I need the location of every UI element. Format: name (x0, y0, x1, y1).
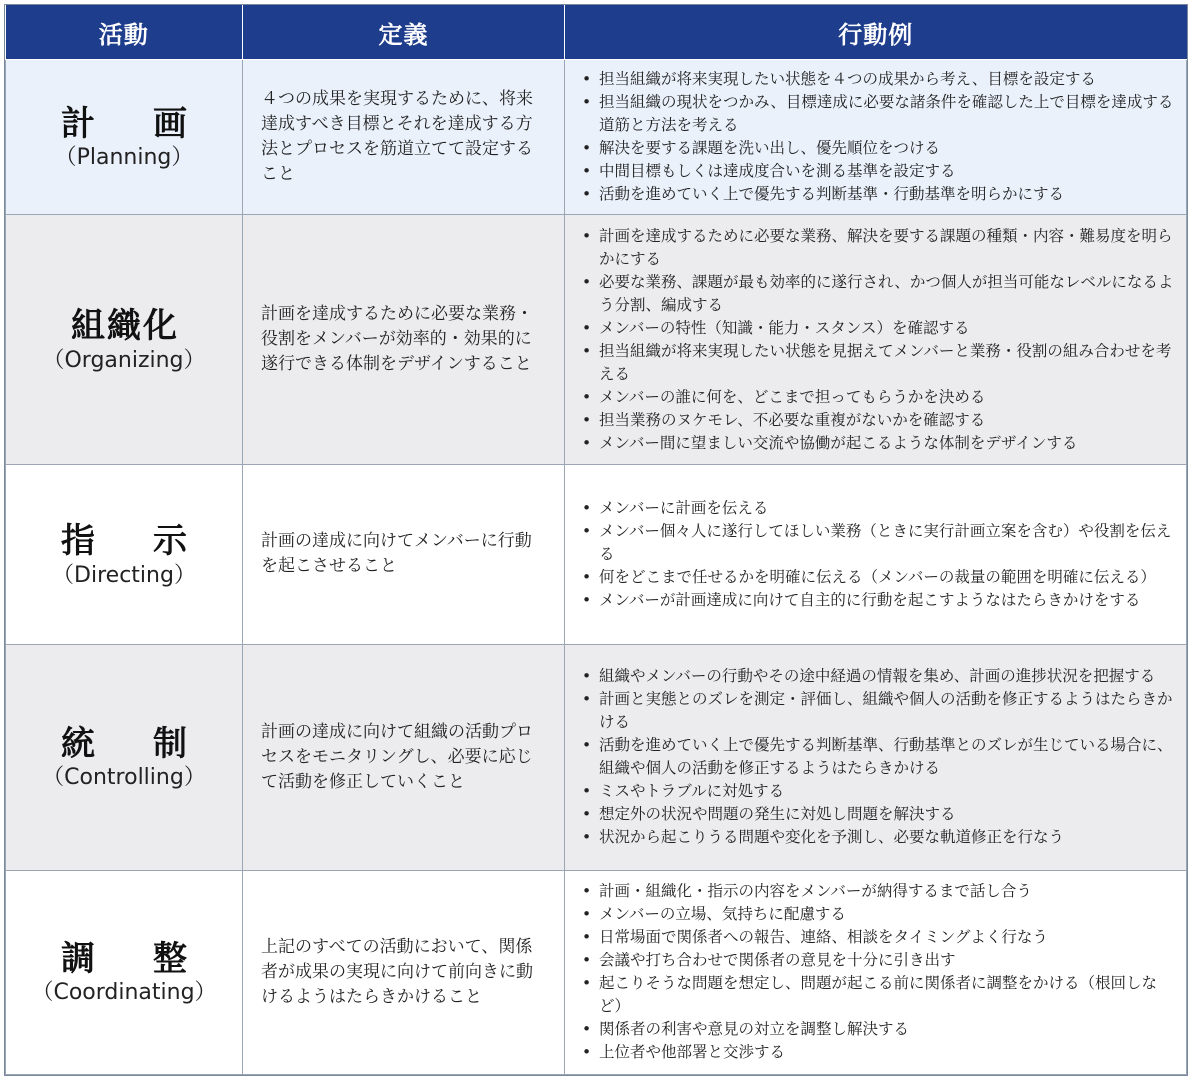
definition-cell: 計画の達成に向けてメンバーに行動を起こさせること (243, 465, 565, 644)
header-row (6, 5, 1187, 60)
activity-name-jp: 指 示 (61, 521, 199, 562)
example-item: • 組織やメンバーの行動やその途中経過の情報を集め、計画の進捗状況を把握する (579, 665, 1174, 688)
activity-name-en: （Coordinating） (31, 980, 217, 1006)
example-item: • 必要な業務、課題が最も効率的に遂行され、かつ個人が担当可能なレベルになるよう分割、編成する (579, 271, 1174, 317)
activity-name-jp: 組織化 (71, 306, 179, 347)
example-item: • 活動を進めていく上で優先する判断基準、行動基準とのズレが生じている場合に、組織や個人の活動を修正するようはたらきかける (579, 734, 1174, 780)
example-item: • 計画と実態とのズレを測定・評価し、組織や個人の活動を修正するようはたらきかける (579, 688, 1174, 734)
examples-list (579, 225, 1174, 455)
example-item: • 担当組織が将来実現したい状態を見据えてメンバーと業務・役割の組み合わせを考える (579, 340, 1174, 386)
activity-name-en: （Organizing） (42, 347, 206, 373)
example-item: • 想定外の状況や問題の発生に対処し問題を解決する (579, 803, 1174, 826)
example-item: • 中間目標もしくは達成度合いを測る基準を設定する (579, 160, 1174, 183)
example-item: • 関係者の利害や意見の対立を調整し解決する (579, 1018, 1174, 1041)
examples-cell (565, 215, 1187, 465)
activity-name-jp: 調 整 (61, 938, 199, 979)
example-item: • 上位者や他部署と交渉する (579, 1041, 1174, 1064)
management-activities-table (5, 5, 1187, 1075)
example-item: • メンバー間に望ましい交流や協働が起こるような体制をデザインする (579, 432, 1174, 455)
example-item: • 起こりそうな問題を想定し、問題が起こる前に関係者に調整をかける（根回しなど） (579, 972, 1174, 1018)
example-item: • メンバーの特性（知識・能力・スタンス）を確認する (579, 317, 1174, 340)
examples-cell (565, 644, 1187, 870)
table-row-coordinating (6, 870, 1187, 1074)
example-item: • 計画・組織化・指示の内容をメンバーが納得するまで話し合う (579, 880, 1174, 903)
examples-list (579, 68, 1174, 206)
example-item: • 日常場面で関係者への報告、連絡、相談をタイミングよく行なう (579, 926, 1174, 949)
example-item: • メンバー個々人に遂行してほしい業務（ときに実行計画立案を含む）や役割を伝える (579, 520, 1174, 566)
examples-cell (565, 465, 1187, 644)
examples-list (579, 880, 1174, 1064)
activity-name-en: （Controlling） (42, 765, 206, 791)
activity-name-jp: 統 制 (61, 723, 199, 764)
example-item: • 担当組織の現状をつかみ、目標達成に必要な諸条件を確認した上で目標を達成する道筋と方法を考える (579, 91, 1174, 137)
example-item: • 計画を達成するために必要な業務、解決を要する課題の種類・内容・難易度を明らかにする (579, 225, 1174, 271)
example-item: • 解決を要する課題を洗い出し、優先順位をつける (579, 137, 1174, 160)
definition-cell: ４つの成果を実現するために、将来達成すべき目標とそれを達成する方法とプロセスを筋道立てて設定すること (243, 60, 565, 215)
activity-cell (6, 465, 243, 644)
examples-cell (565, 870, 1187, 1074)
example-item: • メンバーに計画を伝える (579, 497, 1174, 520)
example-item: • 活動を進めていく上で優先する判断基準・行動基準を明らかにする (579, 183, 1174, 206)
examples-list (579, 497, 1174, 612)
activity-cell (6, 215, 243, 465)
header-examples: 行動例 (565, 5, 1187, 60)
table-row-controlling (6, 644, 1187, 870)
definition-cell: 計画を達成するために必要な業務・役割をメンバーが効率的・効果的に遂行できる体制をデザインすること (243, 215, 565, 465)
example-item: • メンバーの立場、気持ちに配慮する (579, 903, 1174, 926)
header-definition: 定義 (243, 5, 565, 60)
examples-list (579, 665, 1174, 849)
activity-cell (6, 644, 243, 870)
header-activity: 活動 (6, 5, 243, 60)
activity-cell (6, 60, 243, 215)
example-item: • ミスやトラブルに対処する (579, 780, 1174, 803)
activity-name-en: （Directing） (52, 562, 196, 588)
example-item: • 担当業務のヌケモレ、不必要な重複がないかを確認する (579, 409, 1174, 432)
activity-name-jp: 計 画 (61, 103, 199, 144)
example-item: • メンバーが計画達成に向けて自主的に行動を起こすようなはたらきかけをする (579, 589, 1174, 612)
example-item: • 担当組織が将来実現したい状態を４つの成果から考え、目標を設定する (579, 68, 1174, 91)
example-item: • 状況から起こりうる問題や変化を予測し、必要な軌道修正を行なう (579, 826, 1174, 849)
example-item: • メンバーの誰に何を、どこまで担ってもらうかを決める (579, 386, 1174, 409)
management-activities-table-frame (4, 4, 1188, 1076)
activity-cell (6, 870, 243, 1074)
activity-name-en: （Planning） (54, 145, 194, 171)
table-row-directing (6, 465, 1187, 644)
examples-cell (565, 60, 1187, 215)
definition-cell: 計画の達成に向けて組織の活動プロセスをモニタリングし、必要に応じて活動を修正していくこと (243, 644, 565, 870)
table-row-organizing (6, 215, 1187, 465)
example-item: • 何をどこまで任せるかを明確に伝える（メンバーの裁量の範囲を明確に伝える） (579, 566, 1174, 589)
table-row-planning (6, 60, 1187, 215)
example-item: • 会議や打ち合わせで関係者の意見を十分に引き出す (579, 949, 1174, 972)
definition-cell: 上記のすべての活動において、関係者が成果の実現に向けて前向きに動けるようはたらきかけること (243, 870, 565, 1074)
